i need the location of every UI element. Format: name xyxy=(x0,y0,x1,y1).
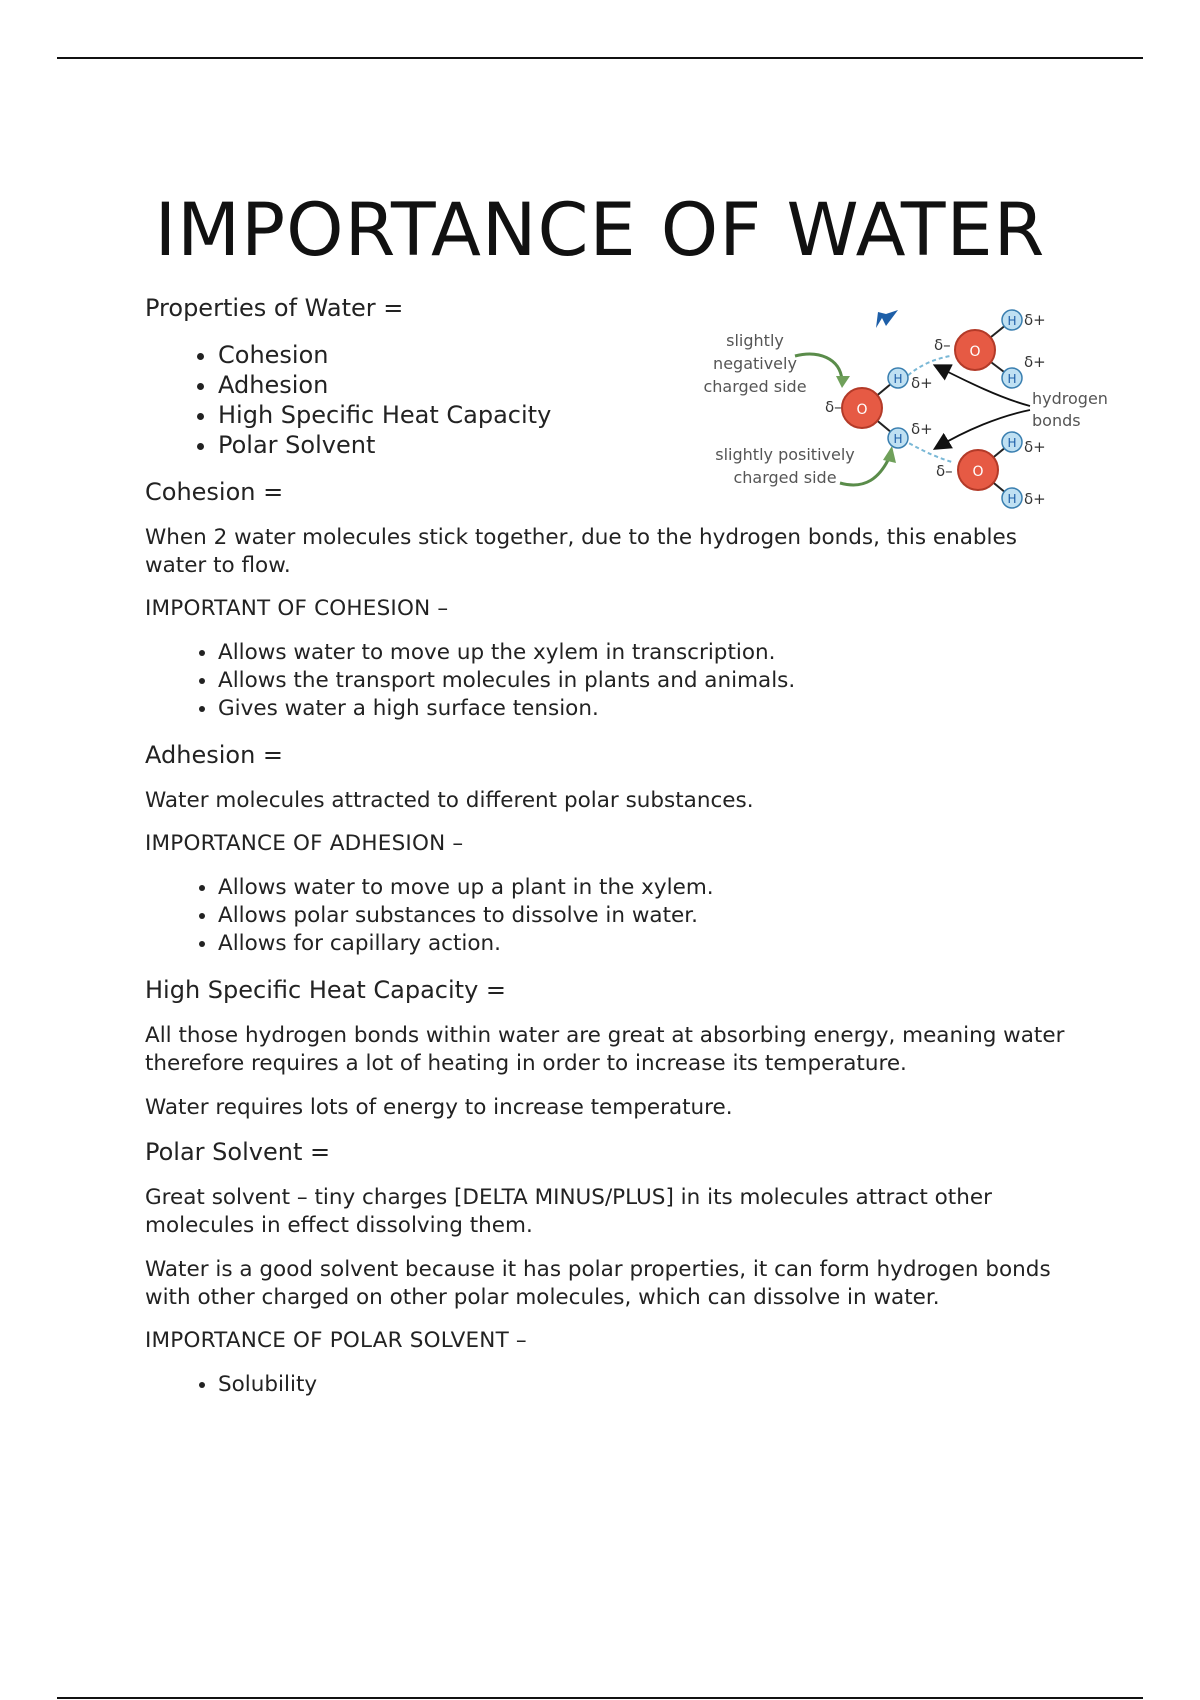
properties-list xyxy=(145,340,1065,460)
label-positive-1: slightly positively xyxy=(715,445,855,464)
solvent-importance-heading: IMPORTANCE OF POLAR SOLVENT – xyxy=(145,1328,527,1353)
cohesion-importance-heading: IMPORTANT OF COHESION – xyxy=(145,596,449,621)
solvent-heading: Polar Solvent = xyxy=(145,1138,331,1166)
svg-text:H: H xyxy=(893,372,903,386)
label-positive-2: charged side xyxy=(733,468,837,487)
label-negative-2: negatively xyxy=(713,354,797,373)
bottom-rule xyxy=(57,1697,1143,1699)
list-item: • Gives water a high surface tension. xyxy=(218,695,1065,723)
adhesion-list xyxy=(145,874,1065,958)
label-negative-3: charged side xyxy=(703,377,807,396)
svg-text:δ–: δ– xyxy=(934,336,951,354)
svg-text:δ+: δ+ xyxy=(1024,490,1046,508)
list-item: • Allows water to move up the xylem in transcription. xyxy=(218,639,1065,667)
svg-text:O: O xyxy=(972,464,984,480)
svg-text:δ+: δ+ xyxy=(911,420,933,438)
heat-text-2: Water requires lots of energy to increase temperature. xyxy=(145,1095,733,1120)
svg-text:δ+: δ+ xyxy=(1024,353,1046,371)
label-bonds-2: bonds xyxy=(1032,411,1081,430)
svg-text:H: H xyxy=(1007,372,1017,386)
svg-text:δ+: δ+ xyxy=(1024,311,1046,329)
heat-heading: High Specific Heat Capacity = xyxy=(145,976,507,1004)
list-item: • High Specific Heat Capacity xyxy=(218,400,1065,430)
adhesion-heading: Adhesion = xyxy=(145,741,284,769)
svg-text:δ–: δ– xyxy=(825,398,842,416)
list-item: • Cohesion xyxy=(218,340,1065,370)
list-item: • Allows the transport molecules in plants and animals. xyxy=(218,667,1065,695)
list-item: • Polar Solvent xyxy=(218,430,1065,460)
list-item: • Solubility xyxy=(218,1371,1065,1399)
top-rule xyxy=(57,57,1143,59)
page-title: IMPORTANCE OF WATER xyxy=(154,188,1046,273)
svg-text:H: H xyxy=(1007,436,1017,450)
svg-text:H: H xyxy=(893,432,903,446)
solvent-text-2: Water is a good solvent because it has polar properties, it can form hydrogen bonds with other charged on other polar molecules, which can dissolve in water. xyxy=(145,1257,1051,1310)
svg-text:δ+: δ+ xyxy=(1024,438,1046,456)
svg-text:H: H xyxy=(1007,492,1017,506)
list-item: • Adhesion xyxy=(218,370,1065,400)
solvent-list xyxy=(145,1371,1065,1399)
heat-text-1: All those hydrogen bonds within water are great at absorbing energy, meaning water therefore requires a lot of heating in order to increase its temperature. xyxy=(145,1023,1065,1076)
label-negative-1: slightly xyxy=(726,331,784,350)
adhesion-importance-heading: IMPORTANCE OF ADHESION – xyxy=(145,831,464,856)
list-item: • Allows polar substances to dissolve in water. xyxy=(218,902,1065,930)
cohesion-list xyxy=(145,639,1065,723)
adhesion-text: Water molecules attracted to different polar substances. xyxy=(145,788,754,813)
list-item: • Allows for capillary action. xyxy=(218,930,1065,958)
properties-heading: Properties of Water = xyxy=(145,294,404,322)
svg-text:δ–: δ– xyxy=(936,462,953,480)
svg-text:H: H xyxy=(1007,314,1017,328)
label-bonds-1: hydrogen xyxy=(1032,389,1108,408)
list-item: • Allows water to move up a plant in the xylem. xyxy=(218,874,1065,902)
cohesion-heading: Cohesion = xyxy=(145,478,284,506)
document-body xyxy=(145,294,1065,1417)
solvent-text-1: Great solvent – tiny charges [DELTA MINUS/PLUS] in its molecules attract other molecules in effect dissolving them. xyxy=(145,1185,992,1238)
svg-text:δ+: δ+ xyxy=(911,374,933,392)
svg-text:O: O xyxy=(969,344,981,360)
cohesion-text: When 2 water molecules stick together, due to the hydrogen bonds, this enables water to flow. xyxy=(145,525,1017,578)
svg-text:O: O xyxy=(856,402,868,418)
